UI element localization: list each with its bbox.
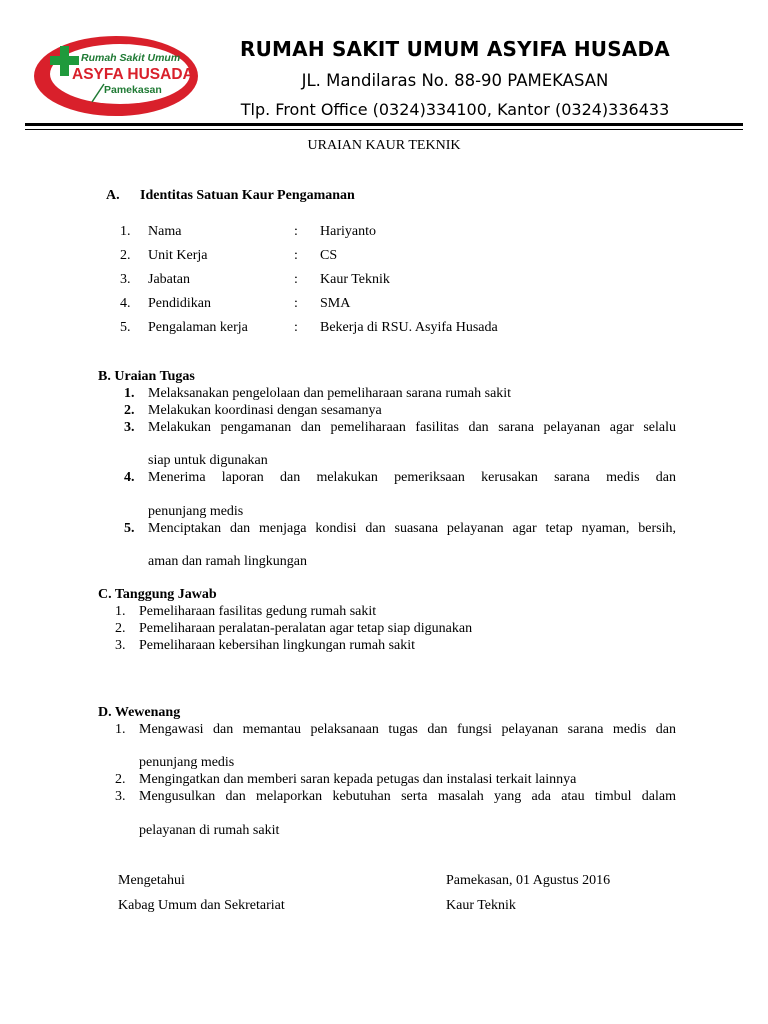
identity-row-separator: : xyxy=(294,320,298,335)
identity-row-value: SMA xyxy=(320,296,351,311)
logo-text-name: ASYFA HUSADA xyxy=(72,66,194,83)
duty-number: 2. xyxy=(124,403,135,418)
identity-row-number: 4. xyxy=(120,296,131,311)
identity-row-number: 5. xyxy=(120,320,131,335)
section-a-heading: Identitas Satuan Kaur Pengamanan xyxy=(140,188,355,203)
hospital-phone: Tlp. Front Office (0324)334100, Kantor (0324)336433 xyxy=(240,100,670,119)
duty-text: Melakukan koordinasi dengan sesamanya xyxy=(148,403,382,418)
signature-left-title: Kabag Umum dan Sekretariat xyxy=(118,898,285,913)
duty-text-continuation: penunjang medis xyxy=(148,504,244,519)
authority-number: 2. xyxy=(115,772,126,787)
responsibility-text: Pemeliharaan fasilitas gedung rumah sakit xyxy=(139,604,377,619)
authority-text: Mengusulkan dan melaporkan kebutuhan serta masalah yang ada atau timbul dalam xyxy=(139,789,676,804)
duty-text: Melakukan pengamanan dan pemeliharaan fasilitas dan sarana pelayanan agar selalu xyxy=(148,420,676,435)
identity-row-separator: : xyxy=(294,296,298,311)
identity-row-number: 2. xyxy=(120,248,131,263)
identity-row-number: 1. xyxy=(120,224,131,239)
responsibility-text: Pemeliharaan kebersihan lingkungan rumah sakit xyxy=(139,638,416,653)
authority-text-continuation: pelayanan di rumah sakit xyxy=(139,823,280,838)
duty-number: 1. xyxy=(124,386,135,401)
duty-number: 5. xyxy=(124,521,135,536)
identity-row-value: Hariyanto xyxy=(320,224,376,239)
hospital-logo xyxy=(32,34,200,118)
duty-text: Menciptakan dan menjaga kondisi dan suasana pelayanan agar tetap nyaman, bersih, xyxy=(148,521,676,536)
duty-text-continuation: aman dan ramah lingkungan xyxy=(148,554,308,569)
signature-place-date: Pamekasan, 01 Agustus 2016 xyxy=(446,873,611,888)
responsibility-number: 2. xyxy=(115,621,126,636)
duty-text: Melaksanakan pengelolaan dan pemeliharaan sarana rumah sakit xyxy=(148,386,512,401)
hospital-name: RUMAH SAKIT UMUM ASYIFA HUSADA xyxy=(240,37,670,61)
responsibility-text: Pemeliharaan peralatan-peralatan agar tetap siap digunakan xyxy=(139,621,473,636)
authority-text-continuation: penunjang medis xyxy=(139,755,235,770)
identity-row-label: Unit Kerja xyxy=(148,248,208,263)
identity-row-label: Nama xyxy=(148,224,182,239)
responsibility-number: 3. xyxy=(115,638,126,653)
identity-row-label: Pendidikan xyxy=(148,296,211,311)
authority-number: 1. xyxy=(115,722,126,737)
hospital-address: JL. Mandilaras No. 88-90 PAMEKASAN xyxy=(301,71,609,90)
identity-row-separator: : xyxy=(294,224,298,239)
authority-text: Mengawasi dan memantau pelaksanaan tugas dan fungsi pelayanan sarana medis dan xyxy=(139,722,676,737)
letterhead-rule-thin xyxy=(25,129,743,130)
duty-number: 4. xyxy=(124,470,135,485)
identity-row-label: Pengalaman kerja xyxy=(148,320,248,335)
identity-row-value: Bekerja di RSU. Asyifa Husada xyxy=(320,320,498,335)
authority-number: 3. xyxy=(115,789,126,804)
section-b-heading: B. Uraian Tugas xyxy=(98,369,195,384)
responsibility-number: 1. xyxy=(115,604,126,619)
letterhead-rule-thick xyxy=(25,123,743,126)
identity-row-value: Kaur Teknik xyxy=(320,272,390,287)
section-a-letter: A. xyxy=(106,188,120,203)
identity-row-value: CS xyxy=(320,248,338,263)
identity-row-number: 3. xyxy=(120,272,131,287)
signature-left-label: Mengetahui xyxy=(118,873,185,888)
identity-row-separator: : xyxy=(294,248,298,263)
logo-text-top: Rumah Sakit Umum xyxy=(81,52,181,64)
logo-text-city: Pamekasan xyxy=(104,84,162,96)
document-title: URAIAN KAUR TEKNIK xyxy=(307,138,461,153)
section-d-heading: D. Wewenang xyxy=(98,705,181,720)
duty-text: Menerima laporan dan melakukan pemeriksaan kerusakan sarana medis dan xyxy=(148,470,676,485)
authority-text: Mengingatkan dan memberi saran kepada petugas dan instalasi terkait lainnya xyxy=(139,772,577,787)
identity-row-separator: : xyxy=(294,272,298,287)
identity-row-label: Jabatan xyxy=(148,272,190,287)
duty-number: 3. xyxy=(124,420,135,435)
section-c-heading: C. Tanggung Jawab xyxy=(98,587,217,602)
duty-text-continuation: siap untuk digunakan xyxy=(148,453,268,468)
signature-right-title: Kaur Teknik xyxy=(446,898,516,913)
